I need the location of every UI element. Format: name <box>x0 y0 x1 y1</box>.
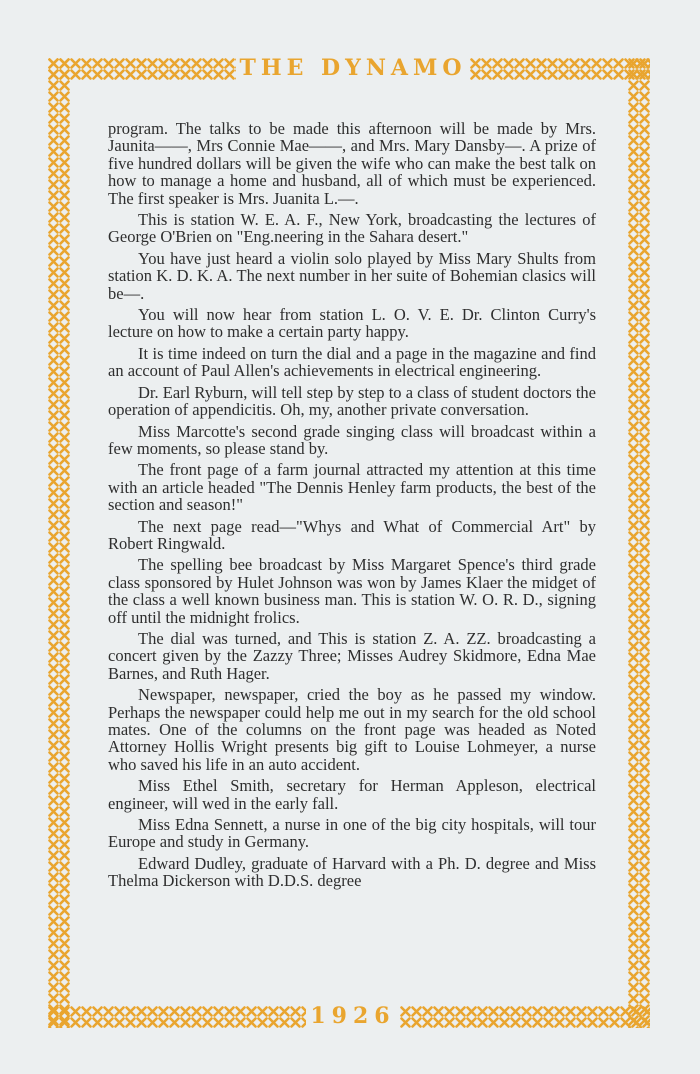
paragraph: The dial was turned, and This is station Z. A. ZZ. broadcasting a concert given by the Zazzy Three; Misses Audrey Skidmore, Edna Mae Barnes, and Ruth Hager. <box>108 628 596 683</box>
paragraph: You will now hear from station L. O. V. E. Dr. Clinton Curry's lecture on how to make a certain party happy. <box>108 305 596 342</box>
paragraph: Miss Marcotte's second grade singing class will broadcast within a few moments, so please stand by. <box>108 421 596 458</box>
paragraph: The spelling bee broadcast by Miss Margaret Spence's third grade class sponsored by Hulet Johnson was won by James Klaer the midget of the class a well known business man. This is station W. O. R. D., signing off until the midnight frolics. <box>108 555 596 627</box>
border-bottom-left-ornament-icon <box>48 1006 306 1028</box>
paragraph: Miss Edna Sennett, a nurse in one of the big city hospitals, will tour Europe and study in Germany. <box>108 815 596 852</box>
footer-year: 1926 <box>310 1003 396 1029</box>
paragraph: Newspaper, newspaper, cried the boy as he passed my window. Perhaps the newspaper could help me out in my search for the old school mates. One of the columns on the front page was headed as Noted Attorney Hollis Wright presents big gift to Louise Lohmeyer, a nurse who saved his life in an auto accident. <box>108 685 596 774</box>
paragraph: The front page of a farm journal attracted my attention at this time with an article headed "The Dennis Henley farm products, the best of the section and season!" <box>108 460 596 515</box>
paragraph: Dr. Earl Ryburn, will tell step by step to a class of student doctors the operation of appendicitis. Oh, my, another private conversation. <box>108 382 596 420</box>
border-right-ornament-icon <box>628 58 650 1028</box>
paragraph: It is time indeed on turn the dial and a page in the magazine and find an account of Paul Allen's achievements in electrical engineering. <box>108 343 596 381</box>
border-top-right-ornament-icon <box>470 58 650 80</box>
border-left-ornament-icon <box>48 58 70 1028</box>
paragraph: This is station W. E. A. F., New York, broadcasting the lectures of George O'Brien on "Eng.neering in the Sahara desert." <box>108 210 596 247</box>
article-body <box>108 120 596 894</box>
page-title: THE DYNAMO <box>239 55 467 81</box>
paragraph: The next page read—"Whys and What of Commercial Art" by Robert Ringwald. <box>108 516 596 553</box>
border-top-left-ornament-icon <box>48 58 236 80</box>
paragraph: Edward Dudley, graduate of Harvard with a Ph. D. degree and Miss Thelma Dickerson with D.D.S. degree <box>108 853 596 891</box>
border-bottom-right-ornament-icon <box>400 1006 650 1028</box>
paragraph: program. The talks to be made this afternoon will be made by Mrs. Jaunita——, Mrs Connie Mae——, and Mrs. Mary Dansby—. A prize of five hundred dollars will be given the wife who can make the best talk on how to manage a home and husband, all of which must be experienced. The first speaker is Mrs. Juanita L.—. <box>108 119 596 208</box>
paragraph: Miss Ethel Smith, secretary for Herman Appleson, electrical engineer, will wed in the early fall. <box>108 776 596 813</box>
paragraph: You have just heard a violin solo played by Miss Mary Shults from station K. D. K. A. The next number in her suite of Bohemian clasics will be—. <box>108 248 596 303</box>
